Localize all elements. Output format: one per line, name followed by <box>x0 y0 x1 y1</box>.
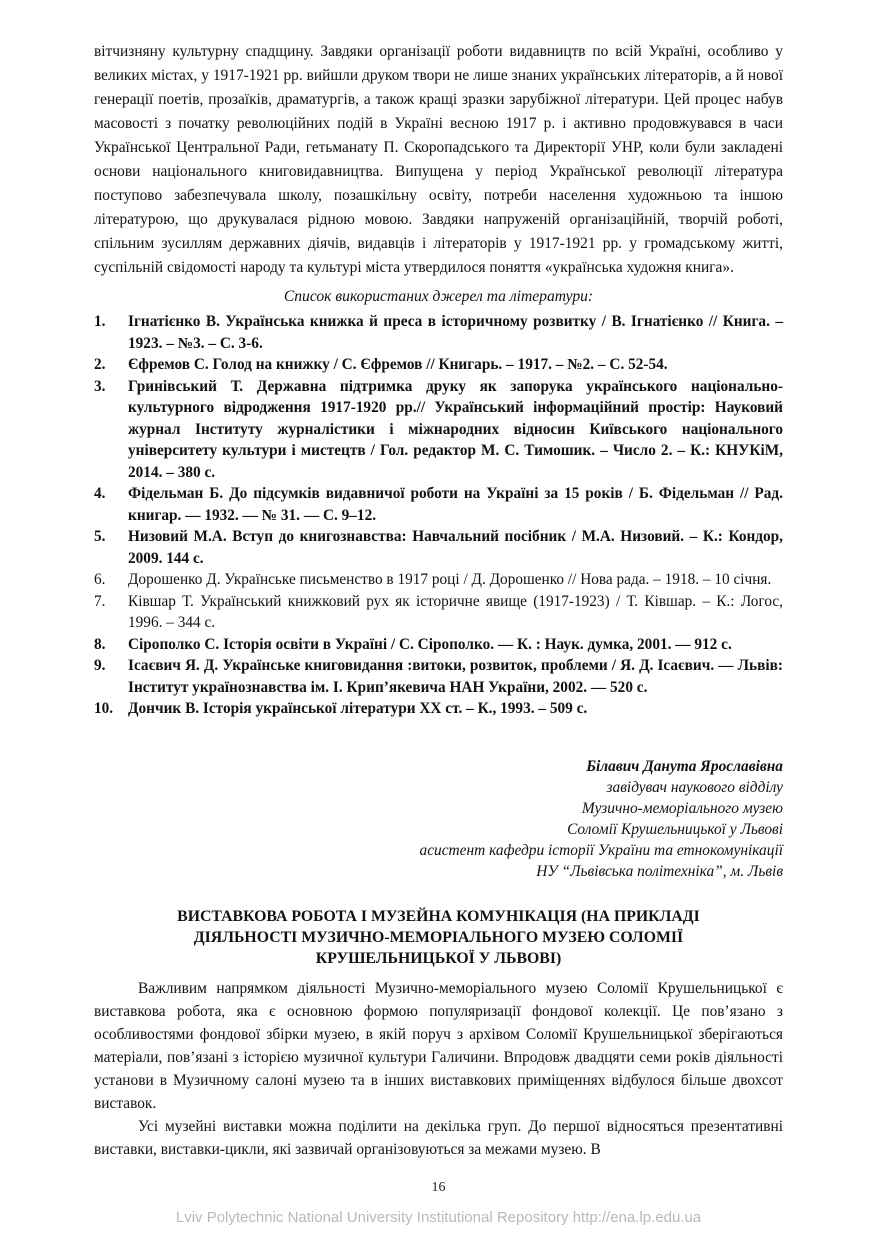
author-position-line: Соломії Крушельницької у Львові <box>567 820 783 838</box>
reference-item <box>94 655 783 698</box>
author-block <box>94 756 783 882</box>
article-paragraph: Важливим напрямком діяльності Музично-меморіального музею Соломії Крушельницької є виставкова робота, яка є основною формою популяризації фондової колекції. Це пов’язано з особливостями фондової збірки музею, в якій поруч з архівом Соломії Крушельницької зберігаються матеріали, пов’язані з історією музичної культури Галичини. Впродовж двадцяти семи років діяльності установи в Музичному салоні музею та в інших виставкових приміщеннях відбулося більше двохсот виставок. <box>94 979 783 1112</box>
reference-item <box>94 483 783 526</box>
reference-item <box>94 311 783 354</box>
reference-item <box>94 634 783 656</box>
reference-item <box>94 569 783 591</box>
reference-text: Ківшар Т. Український книжковий рух як історичне явище (1917-1923) / Т. Ківшар. – К.: Логос, 1996. – 344 с. <box>128 592 783 631</box>
reference-text: Низовий М.А. Вступ до книгознавства: Навчальний посібник / М.А. Низовий. – К.: Кондор, 2009. 144 с. <box>128 528 783 567</box>
reference-text: Сірополко С. Історія освіти в Україні / С. Сірополко. — К. : Наук. думка, 2001. — 912 с. <box>128 635 732 653</box>
reference-number: 3. <box>94 377 106 395</box>
references-heading: Список використаних джерел та літератури: <box>283 288 594 305</box>
reference-text: Ісаєвич Я. Д. Українське книговидання :витоки, розвиток, проблеми / Я. Д. Ісаєвич. — Львів: Інститут українознавства ім. І. Крип’якевича НАН України, 2002. — 520 с. <box>128 657 783 696</box>
reference-text: Дорошенко Д. Українське письменство в 1917 році / Д. Дорошенко // Нова рада. – 1918. – 10 січня. <box>128 571 772 588</box>
author-position-line: завідувач наукового відділу <box>606 778 783 796</box>
article-paragraph: Усі музейні виставки можна поділити на декілька груп. До першої відносяться презентативні виставки, виставки-цикли, які зазвичай організовуються за межами музею. В <box>94 1117 783 1158</box>
page-number: 16 <box>431 1180 446 1195</box>
article-title: ВИСТАВКОВА РОБОТА І МУЗЕЙНА КОМУНІКАЦІЯ (НА ПРИКЛАДІ ДІЯЛЬНОСТІ МУЗИЧНО-МЕМОРІАЛЬНОГО МУЗЕЮ СОЛОМІЇ КРУШЕЛЬНИЦЬКОЇ У ЛЬВОВІ) <box>177 907 700 967</box>
reference-text: Гринівський Т. Державна підтримка друку як запорука українського національно-культурного відродження 1917-1920 рр.// Український інформаційний простір: Науковий журнал Інституту журналістики і міжнародних відносин Київського національного університету культури і мистецтв / Гол. редактор М. С. Тимошик. – Число 2. – К.: КНУКіМ, 2014. – 380 с. <box>128 377 783 481</box>
author-name: Білавич Данута Ярославівна <box>586 757 783 775</box>
reference-number: 8. <box>94 635 106 653</box>
reference-number: 7. <box>94 592 106 610</box>
reference-text: Дончик В. Історія української літератури ХХ ст. – К., 1993. – 509 с. <box>128 700 588 717</box>
reference-item <box>94 591 783 634</box>
reference-item <box>94 354 783 376</box>
reference-text: Ігнатієнко В. Українська книжка й преса в історичному розвитку / В. Ігнатієнко // Книга. – 1923. – №3. – С. 3-6. <box>128 313 783 352</box>
reference-number: 1. <box>94 313 106 330</box>
reference-number: 5. <box>94 528 106 545</box>
author-affiliation-line: НУ “Львівська політехніка”, м. Львів <box>536 862 783 880</box>
reference-number: 2. <box>94 356 106 373</box>
author-position-line: Музично-меморіального музею <box>581 799 783 817</box>
reference-text: Єфремов С. Голод на книжку / С. Єфремов // Книгарь. – 1917. – №2. – С. 52-54. <box>128 356 668 373</box>
reference-item <box>94 376 783 484</box>
reference-item <box>94 698 783 720</box>
reference-number: 9. <box>94 657 106 674</box>
intro-paragraph: вітчизняну культурну спадщину. Завдяки організації роботи видавництв по всій Україні, особливо у великих містах, у 1917-1921 рр. вийшли друком твори не лише знаних українських літераторів, а й нової генерації поетів, прозаїків, драматургів, а також кращі зразки зарубіжної літератури. Цей процес набув масовості з початку революційних подій в Україні весною 1917 р. і активно продовжувався в часи Української Центральної Ради, гетьманату П. Скоропадського та Директорії УНР, коли були закладені основи національного книговидавництва. Випущена у період Української революції література поступово забезпечувала школу, позашкільну освіту, потреби населення художньою та іншою літературою, що друкувалася рідною мовою. Завдяки напруженій організаційній, творчій роботі, спільним зусиллям державних діячів, видавців і літераторів у 1917-1921 рр. у громадському житті, суспільній свідомості народу та культурі міста утвердилося поняття «українська художня книга». <box>94 43 783 276</box>
reference-number: 10. <box>94 700 114 717</box>
repository-watermark: Lviv Polytechnic National University Institutional Repository http://ena.lp.edu.ua <box>175 1209 702 1226</box>
reference-item <box>94 526 783 569</box>
reference-number: 4. <box>94 485 106 502</box>
reference-number: 6. <box>94 571 106 588</box>
references-list <box>94 311 783 720</box>
author-position-line: асистент кафедри історії України та етнокомунікації <box>419 841 783 859</box>
reference-text: Фідельман Б. До підсумків видавничої роботи на Україні за 15 років / Б. Фідельман // Рад. книгар. — 1932. — № 31. — С. 9–12. <box>128 485 783 524</box>
